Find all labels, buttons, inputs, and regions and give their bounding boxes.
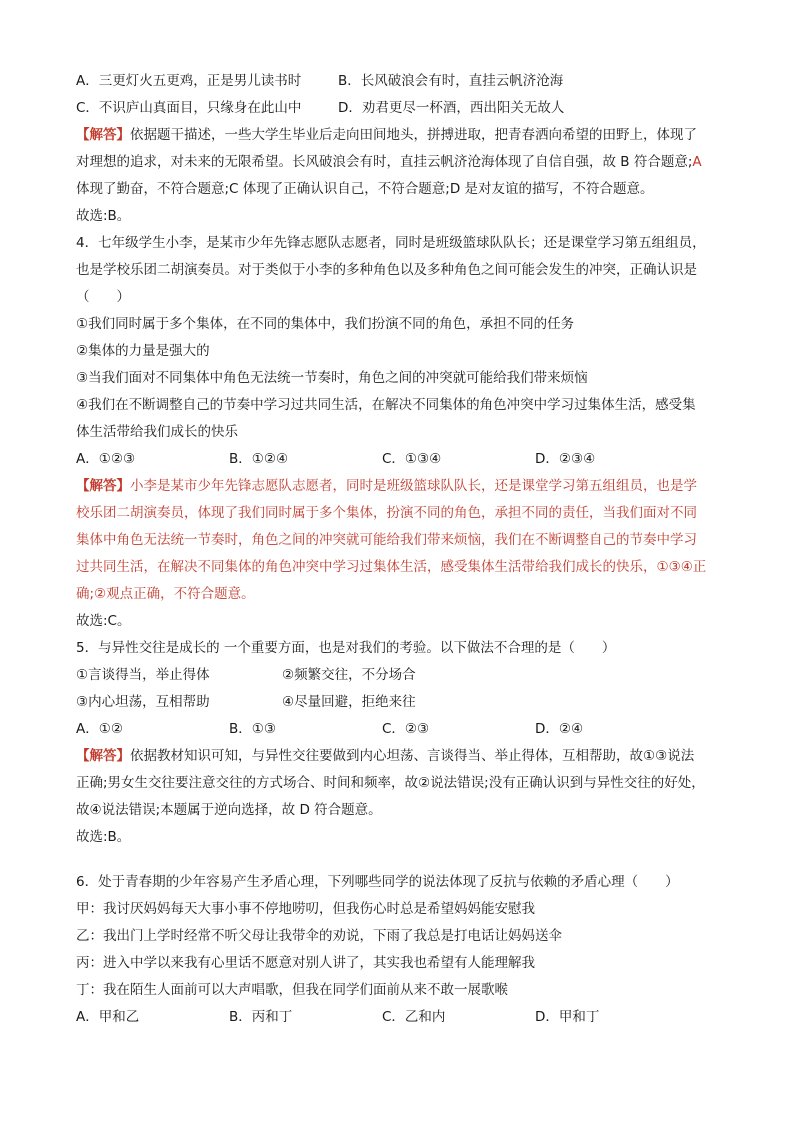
q4-statement-4-line-1: ④我们在不断调整自己的节奏中学习过共同生活，在解决不同集体的角色冲突中学习过集体生活，感受集 (76, 397, 696, 413)
q5-choice: 故选:B。 (76, 829, 131, 845)
q5-option-d: D．②④ (535, 721, 584, 737)
q5-answer-line-2: 正确;男女生交往要注意交往的方式场合、时间和频率，故②说法错误;没有正确认识到与异性交往的好处， (76, 775, 705, 791)
q4-answer-line-5: 确;②观点正确，不符合题意。 (76, 586, 255, 602)
q6-option-b: B．丙和丁 (229, 1009, 293, 1025)
document-page (76, 68, 724, 1031)
q4-statement-4-line-2: 体生活带给我们成长的快乐 (76, 424, 238, 440)
q3-answer-label: 【解答】 (76, 127, 130, 143)
q6-option-d: D．甲和丁 (535, 1009, 600, 1025)
q6-statement-3: 丙：进入中学以来我有心里话不愿意对别人讲了，其实我也希望有人能理解我 (76, 955, 535, 971)
q5-statement-4: ④尽量回避，拒绝来往 (282, 694, 416, 710)
q3-option-c: C．不识庐山真面目，只缘身在此山中 (76, 100, 302, 116)
q4-stem-line-2: 也是学校乐团二胡演奏员。对于类似于小李的多种角色以及多种角色之间可能会发生的冲突，正确认识是 (76, 262, 697, 278)
q5-stem: 5．与异性交往是成长的 一个重要方面，也是对我们的考验。以下做法不合理的是（ ） (76, 640, 616, 656)
q4-answer-line-1 (76, 473, 724, 500)
q5-option-c: C．②③ (382, 721, 430, 737)
q5-option-b: B．①③ (229, 721, 276, 737)
spacer (76, 851, 724, 869)
q4-answer-line-3: 集体中角色无法统一节奏时，角色之间的冲突就可能给我们带来烦恼，我们在不断调整自己的节奏中学习 (76, 532, 697, 548)
q5-statement-2: ②频繁交往，不分场合 (282, 667, 416, 683)
q4-answer-line-2: 校乐团二胡演奏员，体现了我们同时属于多个集体，扮演不同的角色，承担不同的责任，当我们面对不同 (76, 505, 697, 521)
q6-option-a: A．甲和乙 (76, 1009, 140, 1025)
q3-choice: 故选:B。 (76, 208, 131, 224)
q3-answer-line-2 (76, 149, 724, 176)
q5-statements-row-2 (76, 689, 724, 716)
q5-statement-3: ③内心坦荡，互相帮助 (76, 694, 210, 710)
q4-statement-2: ②集体的力量是强大的 (76, 343, 210, 359)
q3-answer-text-2-red: A (692, 154, 702, 170)
q4-statement-3: ③当我们面对不同集体中角色无法统一节奏时，角色之间的冲突就可能给我们带来烦恼 (76, 370, 588, 386)
q5-options-row (76, 716, 724, 743)
q3-options-row-1 (76, 68, 724, 95)
q4-options-row (76, 446, 724, 473)
q3-answer-text-3: 体现了勤奋，不符合题意;C 体现了正确认识自己，不符合题意;D 是对友谊的描写，不符合题意。 (76, 181, 654, 197)
q4-choice: 故选:C。 (76, 613, 131, 629)
q6-option-c: C．乙和内 (382, 1009, 446, 1025)
q6-statement-2: 乙：我出门上学时经常不听父母让我带伞的劝说，下雨了我总是打电话让妈妈送伞 (76, 928, 562, 944)
q3-answer-line-3 (76, 176, 724, 203)
q4-option-a: A．①②③ (76, 451, 136, 467)
q4-option-c: C．①③④ (382, 451, 442, 467)
q3-answer-text-1: 依据题干描述，一些大学生毕业后走向田间地头，拼搏进取，把青春洒向希望的田野上，体现了 (130, 127, 697, 143)
q6-options-row (76, 1004, 724, 1031)
q6-stem: 6．处于青春期的少年容易产生矛盾心理，下列哪些同学的说法体现了反抗与依赖的矛盾心理（ ） (76, 874, 679, 890)
q4-stem-line-3: （ ） (76, 289, 130, 305)
q5-answer-line-3: 故④说法错误;本题属于逆向选择，故 D 符合题意。 (76, 802, 382, 818)
q3-answer-text-2: 对理想的追求，对未来的无限希望。长风破浪会有时，直挂云帆济沧海体现了自信自强，故 B 符合题意; (76, 154, 693, 170)
q4-option-d: D．②③④ (535, 451, 596, 467)
q4-answer-label: 【解答】 (76, 478, 130, 494)
q4-answer-text-4-red: ①③④正 (656, 559, 707, 575)
q4-statement-1: ①我们同时属于多个集体，在不同的集体中，我们扮演不同的角色，承担不同的任务 (76, 316, 575, 332)
q3-option-d: D．劝君更尽一杯酒，西出阳关无故人 (338, 100, 565, 116)
q6-statement-4: 丁：我在陌生人面前可以大声唱歌，但我在同学们面前从来不敢一展歌喉 (76, 982, 508, 998)
q5-statements-row-1 (76, 662, 724, 689)
q4-answer-text-1: 小李是某市少年先锋志愿队志愿者，同时是班级篮球队队长，还是课堂学习第五组组员，也是学 (130, 478, 697, 494)
q3-option-a: A．三更灯火五更鸡，正是男儿读书时 (76, 73, 302, 89)
q3-answer-line-1 (76, 122, 724, 149)
q5-answer-label: 【解答】 (76, 748, 130, 764)
q4-option-b: B．①②④ (229, 451, 289, 467)
q5-statement-1: ①言谈得当，举止得体 (76, 667, 210, 683)
q4-stem-line-1: 4．七年级学生小李，是某市少年先锋志愿队志愿者，同时是班级篮球队队长；还是课堂学习第五组组员， (76, 235, 706, 251)
q5-option-a: A．①② (76, 721, 123, 737)
q3-option-b: B．长风破浪会有时，直挂云帆济沧海 (338, 73, 564, 89)
q6-statement-1: 甲：我讨厌妈妈每天大事小事不停地唠叨，但我伤心时总是希望妈妈能安慰我 (76, 901, 535, 917)
q5-answer-line-1 (76, 743, 724, 770)
q4-answer-line-4 (76, 554, 724, 581)
q5-answer-text-1: 依据教材知识可知，与异性交往要做到内心坦荡、言谈得当、举止得体，互相帮助，故①③说法 (130, 748, 695, 764)
q3-options-row-2 (76, 95, 724, 122)
q4-answer-text-4: 过共同生活，在解决不同集体的角色冲突中学习过集体生活，感受集体生活带给我们成长的快乐， (76, 559, 657, 575)
